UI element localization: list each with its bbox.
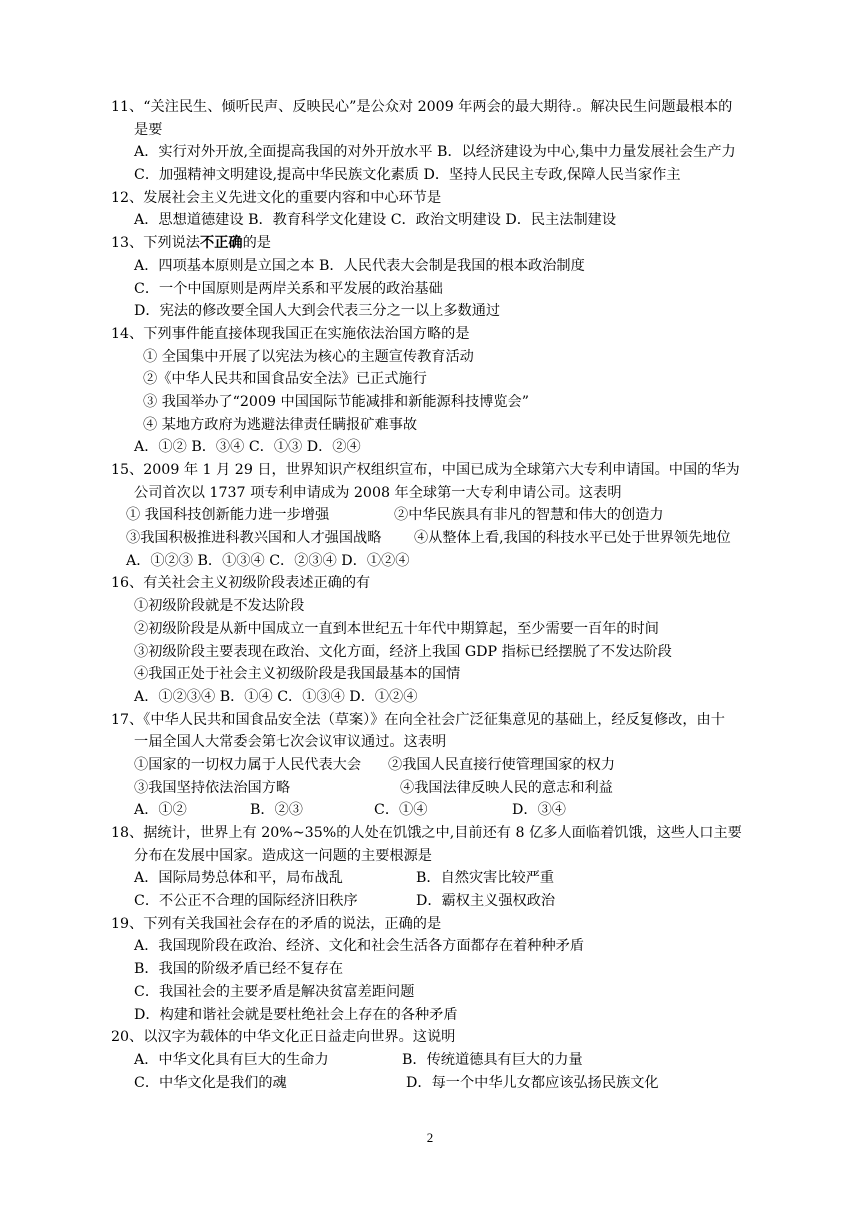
option-c: C．中华文化是我们的魂 xyxy=(134,1074,287,1091)
statement-row xyxy=(100,504,780,527)
question-stem: 16、有关社会主义初级阶段表述正确的有 xyxy=(111,575,371,592)
question-stem-emphasis: 不正确 xyxy=(200,235,243,252)
option-row xyxy=(100,890,780,913)
option-line: A．①②③ B．①③④ C．②③④ D．①②④ xyxy=(126,552,410,569)
statement-line: ②《中华人民共和国食品安全法》已正式施行 xyxy=(143,371,427,388)
statement-line: ① 全国集中开展了以宪法为核心的主题宣传教育活动 xyxy=(143,348,474,365)
question-17 xyxy=(100,709,780,822)
option-c: C．①④ xyxy=(374,802,428,819)
option-line: C．一个中国原则是两岸关系和平发展的政治基础 xyxy=(134,280,443,297)
question-stem-continued: 是要 xyxy=(134,121,163,138)
question-stem: 17、《中华人民共和国食品安全法（草案）》在向全社会广泛征集意见的基础上，经反复修改，由十 xyxy=(111,711,725,728)
question-14 xyxy=(100,323,780,459)
option-d: D．霸权主义强权政治 xyxy=(416,893,556,910)
statement-item: ③我国积极推进科教兴国和人才强国战略 xyxy=(126,530,382,547)
statement-line: ④ 某地方政府为逃避法律责任瞒报矿难事故 xyxy=(143,416,418,433)
question-list xyxy=(100,96,780,1094)
question-20 xyxy=(100,1026,780,1094)
question-stem-continued: 公司首次以 1737 项专利申请成为 2008 年全球第一大专利申请公司。这表明 xyxy=(134,484,622,501)
statement-row xyxy=(100,754,780,777)
statement-line: ④我国正处于社会主义初级阶段是我国最基本的国情 xyxy=(134,666,461,683)
option-line: D．宪法的修改要全国人大到会代表三分之一以上多数通过 xyxy=(134,303,501,320)
page-number: 2 xyxy=(426,1130,434,1145)
option-c: C．我国社会的主要矛盾是解决贫富差距问题 xyxy=(134,983,415,1000)
question-stem: 18、据统计，世界上有 20%~35%的人处在饥饿之中,目前还有 8 亿多人面临着饥饿，这些人口主要 xyxy=(111,825,742,841)
question-stem-continued: 一届全国人大常委会第七次会议审议通过。这表明 xyxy=(134,734,447,751)
question-11 xyxy=(100,96,780,187)
option-d: D．构建和谐社会就是要杜绝社会上存在的各种矛盾 xyxy=(134,1006,458,1023)
statement-item: ②中华民族具有非凡的智慧和伟大的创造力 xyxy=(394,507,664,524)
option-line: A．思想道德建设 B．教育科学文化建设 C．政治文明建设 D．民主法制建设 xyxy=(134,212,617,229)
question-16 xyxy=(100,572,780,708)
option-b: B．自然灾害比较严重 xyxy=(416,870,555,887)
option-row xyxy=(100,1049,780,1072)
option-line: A．①② B．③④ C．①③ D．②④ xyxy=(134,439,361,456)
option-row xyxy=(100,799,780,822)
statement-item: ④我国法律反映人民的意志和利益 xyxy=(400,779,613,796)
option-a: A．国际局势总体和平，局布战乱 xyxy=(134,870,343,887)
statement-line: ②初级阶段是从新中国成立一直到本世纪五十年代中期算起，至少需要一百年的时间 xyxy=(134,620,659,637)
question-18 xyxy=(100,822,780,913)
option-line: A．实行对外开放,全面提高我国的对外开放水平 B．以经济建设为中心,集中力量发展社会生产力 xyxy=(134,144,736,161)
option-b: B．传统道德具有巨大的力量 xyxy=(402,1051,583,1068)
question-stem: 11、“关注民生、倾听民声、反映民心”是公众对 2009 年两会的最大期待.。解决民生问题最根本的 xyxy=(111,99,733,115)
option-a: A．①② xyxy=(134,802,187,819)
statement-item: ③我国坚持依法治国方略 xyxy=(134,779,291,796)
statement-item: ②我国人民直接行使管理国家的权力 xyxy=(388,756,616,773)
question-19 xyxy=(100,913,780,1026)
question-stem: 20、以汉字为载体的中华文化正日益走向世界。这说明 xyxy=(111,1029,456,1046)
option-b: B．我国的阶级矛盾已经不复存在 xyxy=(134,961,344,978)
statement-line: ①初级阶段就是不发达阶段 xyxy=(134,598,305,615)
option-line: A．四项基本原则是立国之本 B．人民代表大会制是我国的根本政治制度 xyxy=(134,257,585,274)
question-stem xyxy=(100,232,780,255)
option-d: D．③④ xyxy=(512,802,566,819)
option-b: B．②③ xyxy=(250,802,303,819)
option-d: D．每一个中华儿女都应该弘扬民族文化 xyxy=(406,1074,659,1091)
option-line: C．加强精神文明建设,提高中华民族文化素质 D．坚持人民民主专政,保障人民当家作主 xyxy=(134,167,681,184)
question-stem: 12、发展社会主义先进文化的重要内容和中心环节是 xyxy=(111,189,442,206)
question-stem-suffix: 的是 xyxy=(242,235,271,252)
question-stem-continued: 分布在发展中国家。造成这一问题的主要根源是 xyxy=(134,847,432,864)
statement-item: ① 我国科技创新能力进一步增强 xyxy=(126,507,330,524)
question-15 xyxy=(100,459,780,572)
question-stem: 14、下列事件能直接体现我国正在实施依法治国方略的是 xyxy=(111,325,470,342)
statement-row xyxy=(100,527,780,550)
statement-row xyxy=(100,777,780,800)
statement-line: ③ 我国举办了“2009 中国国际节能减排和新能源科技博览会” xyxy=(143,393,529,410)
option-row xyxy=(100,1072,780,1095)
question-12 xyxy=(100,187,780,232)
question-stem-prefix: 13、下列说法 xyxy=(111,235,200,252)
question-stem: 15、2009 年 1 月 29 日，世界知识产权组织宣布，中国已成为全球第六大专利申请国。中国的华为 xyxy=(111,462,740,478)
option-a: A．我国现阶段在政治、经济、文化和社会生活各方面都存在着种种矛盾 xyxy=(134,938,585,955)
question-13 xyxy=(100,232,780,323)
option-row xyxy=(100,867,780,890)
option-c: C．不公正不合理的国际经济旧秩序 xyxy=(134,893,358,910)
option-line: A．①②③④ B．①④ C．①③④ D．①②④ xyxy=(134,688,418,705)
option-a: A．中华文化具有巨大的生命力 xyxy=(134,1051,329,1068)
statement-item: ④从整体上看,我国的科技水平已处于世界领先地位 xyxy=(414,530,731,547)
question-stem: 19、下列有关我国社会存在的矛盾的说法，正确的是 xyxy=(111,915,442,932)
statement-item: ①国家的一切权力属于人民代表大会 xyxy=(134,756,362,773)
statement-line: ③初级阶段主要表现在政治、文化方面，经济上我国 GDP 指标已经摆脱了不发达阶段 xyxy=(134,643,672,660)
